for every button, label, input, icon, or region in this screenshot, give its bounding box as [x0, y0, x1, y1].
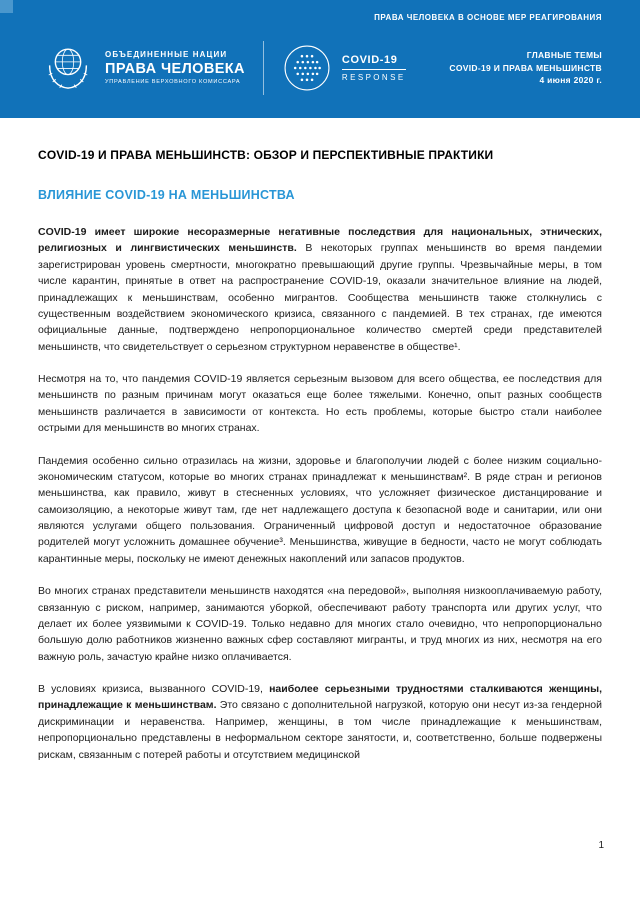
- covid-response-logo: [280, 41, 406, 95]
- header-tagline: ПРАВА ЧЕЛОВЕКА В ОСНОВЕ МЕР РЕАГИРОВАНИЯ: [374, 13, 602, 22]
- body-paragraph: [38, 371, 602, 437]
- body-paragraph: [38, 681, 602, 763]
- body-paragraph: [38, 224, 602, 355]
- un-logo-line3: УПРАВЛЕНИЕ ВЕРХОВНОГО КОМИССАРА: [105, 79, 241, 86]
- covid-badge-rule: [342, 69, 406, 70]
- header-topic-line: 4 июня 2020 г.: [539, 75, 602, 86]
- paragraph-text: Это связано с дополнительной нагрузкой, которую они несут из-за гендерной дискриминации и неравенства. Например, женщины, в том числе принадлежащие к меньшинствам, непропорционально представлены в неформальном секторе занятости, и, соответственно, больше подвержены рискам, связанным с потерей работы и отсутствием медицинской: [38, 699, 602, 761]
- page-number: 1: [598, 840, 604, 851]
- paragraph-text: Пандемия особенно сильно отразилась на жизни, здоровье и благополучии людей с более низким социально-экономическим статусом, которые во многих странах принадлежат к меньшинствам². В ряде стран и регионов меньшинства, как правило, живут в стесненных условиях, что усложняет физическое дистанцирование и самоизоляцию, а некоторые живут там, где нет надлежащего доступа к безопасной воде и санитарии, или они являются услугами общего пользования. Ограниченный цифровой доступ и недостаточное образование родителей могут усложнить домашнее обучение³. Меньшинства, живущие в бедности, часто не могут соблюдать карантинные меры, поскольку не имеют денежных накоплений или запасов продуктов.: [38, 454, 602, 565]
- corner-mark: [0, 0, 13, 13]
- logo-group: [40, 40, 406, 96]
- covid-badge-line2: RESPONSE: [341, 73, 406, 82]
- un-logo-line1: ОБЪЕДИНЕННЫЕ НАЦИИ: [105, 50, 228, 60]
- paragraph-text: Несмотря на то, что пандемия COVID-19 является серьезным вызовом для всего общества, ее последствия для меньшинств по разным причинам могут оказаться еще более тяжелыми. Конечно, опыт разных сообществ меньшинств различается в зависимости от контекста. Но есть проблемы, которые быстро стали наиболее острыми для меньшинств во многих странах.: [38, 373, 602, 435]
- paragraph-text: Во многих странах представители меньшинств находятся «на передовой», выполняя низкооплачиваемую работу, связанную с риском, например, занимаются уборкой, обеспечивают работу транспорта или других услуг, что делает их более уязвимыми к COVID-19. Только недавно для многих стало очевидно, что непропорционально большую долю работников жизненно важных сфер составляют мигранты, и труд многих из них, несмотря на его важную роль, зачастую крайне низко оплачивается.: [38, 585, 602, 663]
- un-logo-line2: ПРАВА ЧЕЛОВЕКА: [105, 60, 245, 77]
- paragraph-text: В условиях кризиса, вызванного COVID-19,: [38, 683, 270, 695]
- paragraph-bold-lead: COVID-19 имеет широкие несоразмерные негативные последствия для национальных, этнических, религиозных и лингвистических меньшинств.: [38, 226, 602, 255]
- document-body: [0, 118, 640, 763]
- logo-divider: [263, 41, 264, 95]
- page-header: [0, 0, 640, 118]
- covid-badge-text: [342, 54, 406, 82]
- body-paragraph: [38, 453, 602, 568]
- header-topics: [449, 49, 602, 87]
- covid-badge-line1: COVID-19: [341, 54, 398, 66]
- header-main: [40, 40, 602, 96]
- document-title: COVID-19 И ПРАВА МЕНЬШИНСТВ: ОБЗОР И ПЕРСПЕКТИВНЫЕ ПРАКТИКИ: [38, 148, 494, 162]
- section-heading: ВЛИЯНИЕ COVID-19 НА МЕНЬШИНСТВА: [38, 188, 295, 202]
- header-topic-line: COVID-19 И ПРАВА МЕНЬШИНСТВ: [449, 62, 602, 73]
- paragraph-bold-segment: наиболее серьезными трудностями сталкиваются женщины, принадлежащие к меньшинствам.: [38, 683, 602, 712]
- covid-globe-icon: [280, 41, 334, 95]
- paragraph-text: В некоторых группах меньшинств во время пандемии зарегистрирован уровень смертности, многократно превышающий другие группы. Чрезвычайные меры, в том числе карантин, принятые в ответ на распространение COVID-19, оказали значительное влияние на людей, принадлежащих к меньшинствам, особенно мигрантов. Сообщества меньшинств также столкнулись с существенным воздействием экономического кризиса, связанного с пандемией. В тех странах, где имеются официальные данные, подтверждено непропорциональное количество смертей среди представителей меньшинств, что свидетельствует о серьезном структурном неравенстве в обществе¹.: [38, 242, 602, 353]
- un-logo-text: [105, 50, 245, 85]
- body-paragraph: [38, 583, 602, 665]
- un-emblem-icon: [40, 40, 96, 96]
- header-topic-line: ГЛАВНЫЕ ТЕМЫ: [526, 49, 602, 60]
